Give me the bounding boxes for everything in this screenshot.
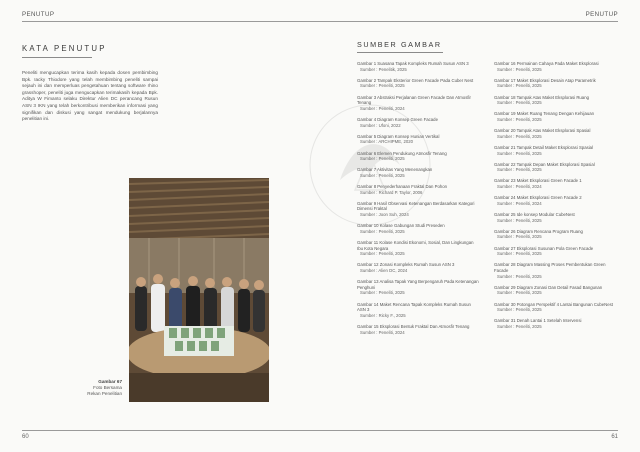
source-item: Gambar 25 Ide konsep Modular CubeNest Sumber : Peneliti, 2025 xyxy=(494,212,575,223)
source-item: Gambar 20 Tampak Atas Maket Eksplorasi Spasial Sumber : Peneliti, 2025 xyxy=(494,128,591,139)
footer-rule xyxy=(22,430,618,431)
page-number-left: 60 xyxy=(22,434,29,440)
source-item: Gambar 16 Permainan Cahaya Pada Maket Eksplorasi Sumber : Peneliti, 2025 xyxy=(494,61,599,72)
source-item: Gambar 11 Kolase Kondisi Ekonomi, Sosial, Dan Lingkungan Ibu Kota Negara Sumber : Peneliti, 2025 xyxy=(357,240,474,257)
source-item: Gambar 17 Maket Eksplorasi Desain Atap Parametrik Sumber : Peneliti, 2025 xyxy=(494,77,596,89)
source-item: Gambar 15 Eksplorasi Bentuk Fraktal Dan Atmosfir Tenang Sumber : Peneliti, 2024 xyxy=(357,323,470,335)
page-title: KATA PENUTUP xyxy=(22,44,107,53)
source-item: Gambar 10 Kolase Gabungan Studi Preseden Sumber : Peneliti, 2025 xyxy=(357,223,445,234)
running-header-right: PENUTUP xyxy=(585,11,618,18)
source-item: Gambar 28 Diagram Massing Proses Pembentukan Green Facade Sumber : Peneliti, 2025 xyxy=(494,262,606,279)
source-item: Gambar 9 Hasil Observasi Ketenangan Berdasarkan Kategori Dimensi Fraktal Sumber : Joon Suh, 2024 xyxy=(357,200,475,218)
group-photo-image xyxy=(129,178,269,402)
source-item: Gambar 2 Tampak Eksterior Green Facade Pada Cuber Nest Sumber : Peneliti, 2025 xyxy=(357,77,474,89)
caption-line-1: Foto Bersama xyxy=(93,385,122,390)
source-item: Gambar 1 Suasana Tapak Kompleks Rumah Susun ASN 3 Sumber : Penelitik, 2025 xyxy=(357,61,469,72)
sources-column-1 xyxy=(357,61,479,341)
closing-paragraph: Peneliti mengucapkan terima kasih kepada dosen pembimbing Bpk. Iacky Thiodore yang telah membimbing peneliti sampai sejauh ini dan memperluas pengetahuan tentang software rhino grasshoper, peneliti juga mengucapkan terimakasih kepada Bpk. Aditya W Fimanto selaku Direktur Alien DC perancang Rusun ASN 3 IKN yang telah berkontribusi memberikan informasi yang signifikan dan diskusi yang sangat mendukung berjalannya penelitian ini. xyxy=(22,70,158,122)
source-item: Gambar 18 Tampak Atas Maket Eksplorasi Ruang Sumber : Peneliti, 2025 xyxy=(494,94,589,106)
source-item: Gambar 13 Analisa Tapak Yang Berpengaruh Pada Ketenangan Penghuni Sumber : Peneliti, 2025 xyxy=(357,279,479,296)
source-item: Gambar 6 Elemen Pendukung Atmosfir Tenang Sumber : Peneliti, 2025 xyxy=(357,150,447,162)
source-item: Gambar 24 Maket Eksplorasi Green Facade 2 Sumber : Peneliti, 2024 xyxy=(494,195,582,206)
source-item: Gambar 31 Denah Lantai 1 Setelah Intervensi Sumber : Peneliti, 2025 xyxy=(494,318,582,329)
source-item: Gambar 4 Diagram Konsep Green Facade Sumber : Ufoni, 2022 xyxy=(357,116,438,128)
source-item: Gambar 5 Diagram Konsep Hunian Vertikal Sumber : ARCHIPME, 2020 xyxy=(357,133,440,145)
source-item: Gambar 7 Aktivitas Yang Menenangkan Sumber : Peneliti, 2025 xyxy=(357,167,433,178)
source-item: Gambar 23 Maket Eksplorasi Green Facade 1 Sumber : Peneliti, 2024 xyxy=(494,178,582,190)
source-item: Gambar 14 Maket Rencana Tapak Kompleks Rumah Susun ASN 3 Sumber : Ricky F., 2025 xyxy=(357,301,471,318)
header-rule xyxy=(22,21,618,22)
page-number-right: 61 xyxy=(611,434,618,440)
sources-title-underline xyxy=(357,52,443,53)
source-item: Gambar 30 Potongan Perspektif 4 Lantai Bangunan CubeNest Sumber : Peneliti, 2025 xyxy=(494,301,613,313)
caption-figure-number: Gambar 67 xyxy=(98,379,122,384)
source-item: Gambar 29 Diagram Zonasi Dan Detail Fasad Bangunan Sumber : Peneliti, 2025 xyxy=(494,284,603,296)
sources-title: SUMBER GAMBAR xyxy=(357,40,442,49)
source-item: Gambar 22 Tampak Depan Maket Eksplorasi Spasial Sumber : Peneliti, 2025 xyxy=(494,161,595,173)
source-item: Gambar 12 Zonasi Kompleks Rumah Susun ASN 3 Sumber : Alien DC, 2024 xyxy=(357,262,455,273)
source-item: Gambar 27 Eksplorasi Susunan Pola Green Facade Sumber : Peneliti, 2025 xyxy=(494,245,594,257)
source-item: Gambar 8 Penyederhanaan Fraktal Dan Pohon Sumber : Richard P. Taylor, 2006 xyxy=(357,184,448,195)
source-item: Gambar 3 Abstraksi Perjalanan Green Facade Dan Atmosfir Tenang Sumber : Peneliti, 2024 xyxy=(357,94,471,111)
source-item: Gambar 21 Tampak Detail Maket Eksplorasi Spasial Sumber : Peneliti, 2025 xyxy=(494,144,594,156)
sources-column-2 xyxy=(494,61,616,335)
caption-line-2: Rekan Penelitian xyxy=(87,391,122,396)
source-item: Gambar 19 Maket Ruang Tenang Dengan Kehijauan Sumber : Peneliti, 2025 xyxy=(494,111,595,122)
running-header-left: PENUTUP xyxy=(22,11,55,18)
source-item: Gambar 26 Diagram Rencana Program Ruang Sumber : Peneliti, 2025 xyxy=(494,228,583,240)
title-underline xyxy=(22,57,92,58)
photo-caption xyxy=(60,379,122,397)
